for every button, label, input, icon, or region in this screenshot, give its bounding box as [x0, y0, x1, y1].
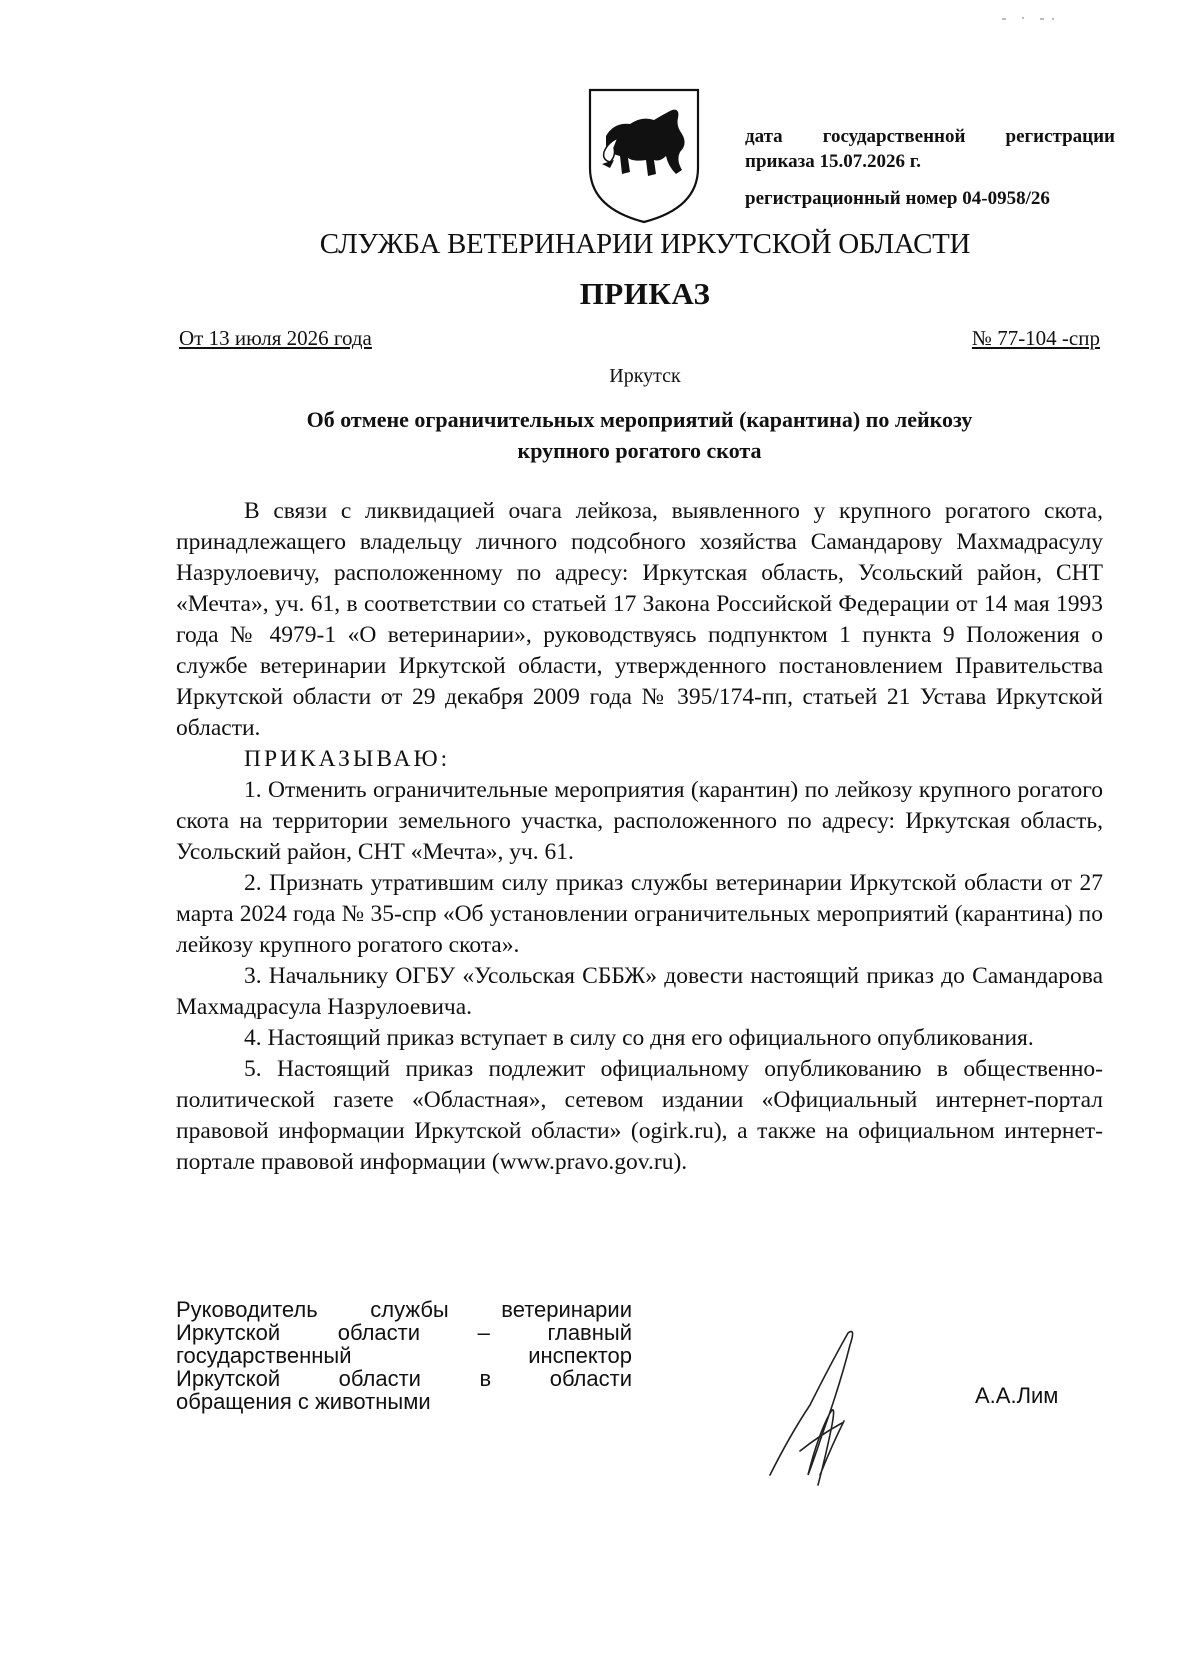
registration-date-label: дата государственной регистрации: [745, 126, 1115, 147]
coat-of-arms-emblem: [584, 86, 704, 226]
order-date: От 13 июля 2026 года: [179, 326, 372, 350]
order-word: ПРИКАЗЫВАЮ:: [244, 746, 451, 772]
city: Иркутск: [609, 365, 681, 387]
preamble-paragraph: В связи с ликвидацией очага лейкоза, выявленного у крупного рогатого скота, принадлежащего владельцу личного подсобного хозяйства Самандарову Махмадрасулу Назрулоевичу, расположенному по адресу: Иркутская область, Усольский район, СНТ «Мечта», уч. 61, в соответствии со статьей 17 Закона Российской Федерации от 14 мая 1993 года № 4979-1 «О ветеринарии», руководствуясь подпунктом 1 пункта 9 Положения о службе ветеринарии Иркутской области, утвержденного постановлением Правительства Иркутской области от 29 декабря 2009 года № 395/174-пп, статьей 21 Устава Иркутской области.: [176, 498, 1103, 741]
order-title-line: крупного рогатого скота: [517, 438, 762, 463]
agency-name: СЛУЖБА ВЕТЕРИНАРИИ ИРКУТСКОЙ ОБЛАСТИ: [319, 228, 971, 260]
corner-scan-mark: [1000, 10, 1060, 20]
signatory-position-line: Иркутской области в области: [176, 1366, 632, 1391]
document-type: ПРИКАЗ: [579, 276, 711, 311]
order-item: 2. Признать утратившим силу приказ службы ветеринарии Иркутской области от 27 марта 2024 года № 35-спр «Об установлении ограничительных мероприятий (карантина) по лейкозу крупного рогатого скота».: [176, 870, 1103, 958]
signatory-position: [176, 1298, 632, 1413]
order-number: № 77-104 -спр: [971, 326, 1100, 350]
order-item: 3. Начальнику ОГБУ «Усольская СББЖ» довести настоящий приказ до Самандарова Махмадрасула Назрулоевича.: [176, 963, 1103, 1020]
signer-name: А.А.Лим: [975, 1383, 1059, 1408]
order-item: 1. Отменить ограничительные мероприятия (карантин) по лейкозу крупного рогатого скота на территории земельного участка, расположенного по адресу: Иркутская область, Усольский район, СНТ «Мечта», уч. 61.: [176, 777, 1103, 865]
signatory-position-line: Иркутской области – главный: [176, 1320, 632, 1345]
order-title: [179, 404, 1100, 466]
signatory-position-line: государственный инспектор: [176, 1343, 632, 1368]
order-title-line: Об отмене ограничительных мероприятий (карантина) по лейкозу: [306, 407, 973, 432]
signatory-position-line: обращения с животными: [176, 1389, 431, 1414]
order-item: 5. Настоящий приказ подлежит официальному опубликованию в общественно-политической газете «Областная», сетевом издании «Официальный интернет-портал правовой информации Иркутской области» (ogirk.ru), а также на официальном интернет-портале правовой информации (www.pravo.gov.ru).: [176, 1056, 1103, 1175]
registration-date-value: приказа 15.07.2026 г.: [745, 151, 921, 172]
handwritten-signature: [760, 1325, 880, 1495]
order-body: [176, 496, 1103, 1178]
signatory-position-line: Руководитель службы ветеринарии: [176, 1297, 632, 1322]
order-item: 4. Настоящий приказ вступает в силу со дня его официального опубликования.: [244, 1025, 1034, 1051]
registration-info: [745, 124, 1115, 211]
registration-number: регистрационный номер 04-0958/26: [745, 188, 1050, 209]
